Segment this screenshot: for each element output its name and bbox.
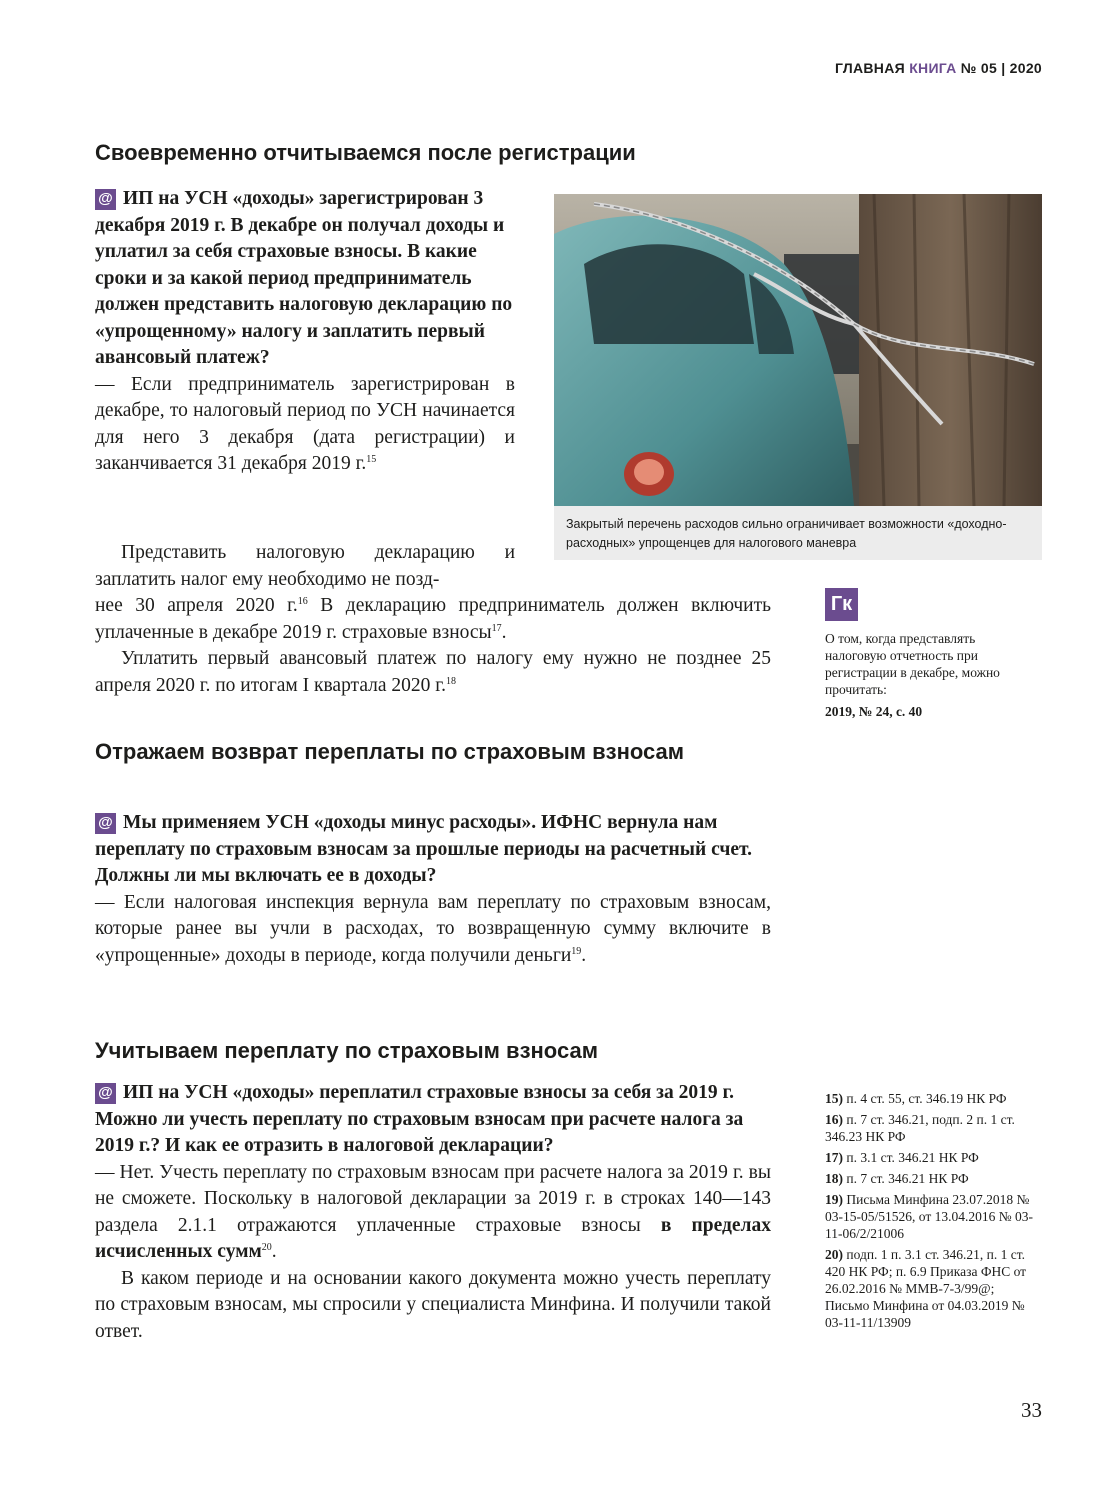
section2-answer: — Если налоговая инспекция вернула вам переплату по страховым взносам, которые ранее вы учли в расходах, то возвращенную сумму включите в «упрощенные» доходы в периоде, когда получили деньги$^{19}$.: [95, 891, 771, 966]
section2-question: @ Мы применяем УСН «доходы минус расходы». ИФНС вернула нам переплату по страховым взносам за прошлые периоды на расчетный счет. Должны ли мы включать ее в доходы?: [95, 812, 753, 886]
section3-answer: — Нет. Учесть переплату по страховым взносам при расчете налога за 2019 г. вы не сможете. Поскольку в налоговой декларации за 2019 г. в строках 140—143 раздела 2.1.1 отражаются уплаченные страховые взносы в пределах исчисленных сумм$^{20}$.: [95, 1161, 771, 1262]
section1-title: Своевременно отчитываемся после регистрации: [95, 140, 636, 165]
footnote-17: 17) п. 3.1 ст. 346.21 НК РФ: [825, 1150, 979, 1165]
page-number: 33: [1021, 1398, 1042, 1422]
footnote-ref-20: 20: [261, 1242, 272, 1253]
issue-number: № 05 | 2020: [960, 60, 1042, 76]
footnote-ref-18: 18: [445, 675, 456, 687]
section1-p2: Уплатить первый авансовый платеж по налогу ему нужно не позднее 25 апреля 2020 г. по итогам I квартала 2020 г.$^{18}$: [95, 648, 771, 696]
section2-title: Отражаем возврат переплаты по страховым взносам: [95, 739, 685, 764]
section2-qa: [95, 810, 771, 969]
section3-p1: В каком периоде и на основании какого документа можно учесть переплату по страховым взносам, мы спросили у специалиста Минфина. И получили такой ответ.: [95, 1267, 771, 1342]
running-header: [835, 60, 1042, 76]
section3-answer-bold: в пределах исчисленных сумм: [95, 1214, 771, 1262]
section1-paragraph-narrow: [95, 540, 515, 593]
footnote-16: 16) п. 7 ст. 346.21, подп. 2 п. 1 ст. 346.23 НК РФ: [825, 1112, 1015, 1144]
footnote-18: 18) п. 7 ст. 346.21 НК РФ: [825, 1171, 969, 1186]
sidebar-note: [825, 630, 1025, 720]
footnote-ref-17: 17: [491, 622, 502, 634]
gk-logo-icon: Гк: [825, 588, 858, 621]
section1-qa-top: [95, 186, 515, 478]
question-at-icon: @: [95, 813, 116, 834]
section3-qa: [95, 1080, 771, 1345]
footnote-19: 19) Письма Минфина 23.07.2018 № 03-15-05/51526, от 13.04.2016 № 03-11-06/2/21006: [825, 1192, 1033, 1241]
footnote-ref-19: 19: [571, 945, 582, 957]
section1-paragraph-wide: [95, 593, 771, 699]
footnote-20: 20) подп. 1 п. 3.1 ст. 346.21, п. 1 ст. 420 НК РФ; п. 6.9 Приказа ФНС от 26.02.2016 № ММВ-7-3/99@; Письмо Минфина от 04.03.2019 № 03-11-11/13909: [825, 1247, 1027, 1330]
footnote-15: 15) п. 4 ст. 55, ст. 346.19 НК РФ: [825, 1091, 1007, 1106]
sidebar-note-ref: 2019, № 24, с. 40: [825, 704, 923, 719]
section1-p1-start: Представить налоговую декларацию и заплатить налог ему необходимо не позд-: [95, 542, 515, 590]
photo-illustration: [554, 194, 1042, 506]
sidebar-note-text: О том, когда представлять налоговую отчетность при регистрации в декабре, можно прочитать:: [825, 631, 1000, 697]
footnotes: [825, 1090, 1037, 1335]
section1-question: @ ИП на УСН «доходы» зарегистрирован 3 декабря 2019 г. В декабре он получал доходы и уплатил за себя страховые взносы. В какие сроки и за какой период предприниматель должен представить налоговую декларацию по «упрощенному» налогу и заплатить первый авансовый платеж?: [95, 188, 513, 368]
section3-title: Учитываем переплату по страховым взносам: [95, 1038, 598, 1063]
brand-main: ГЛАВНАЯ: [834, 60, 905, 76]
footnote-ref-15: 15: [366, 454, 377, 465]
footnote-ref-16: 16: [297, 596, 308, 607]
brand-accent: КНИГА: [909, 60, 957, 76]
question-at-icon: @: [95, 1083, 116, 1104]
section3-question: @ ИП на УСН «доходы» переплатил страховые взносы за себя за 2019 г. Можно ли учесть переплату по страховым взносам при расчете налога за 2019 г.? И как ее отразить в налоговой декларации?: [95, 1082, 744, 1156]
photo-caption: Закрытый перечень расходов сильно ограничивает возможности «доходно-расходных» упрощенцев для налогового маневра: [554, 506, 1042, 560]
question-at-icon: @: [95, 189, 116, 210]
car-chained-to-tree-photo: [554, 194, 1042, 506]
section1-answer: — Если предприниматель зарегистрирован в декабре, то налоговый период по УСН начинается для него 3 декабря (дата регистрации) и заканчивается 31 декабря 2019 г.$^{15}$: [95, 373, 515, 474]
section1-p1-cont: нее 30 апреля 2020 г.$^{16}$ В декларацию предприниматель должен включить уплаченные в декабре 2019 г. страховые взносы$^{17}$.: [95, 595, 771, 643]
